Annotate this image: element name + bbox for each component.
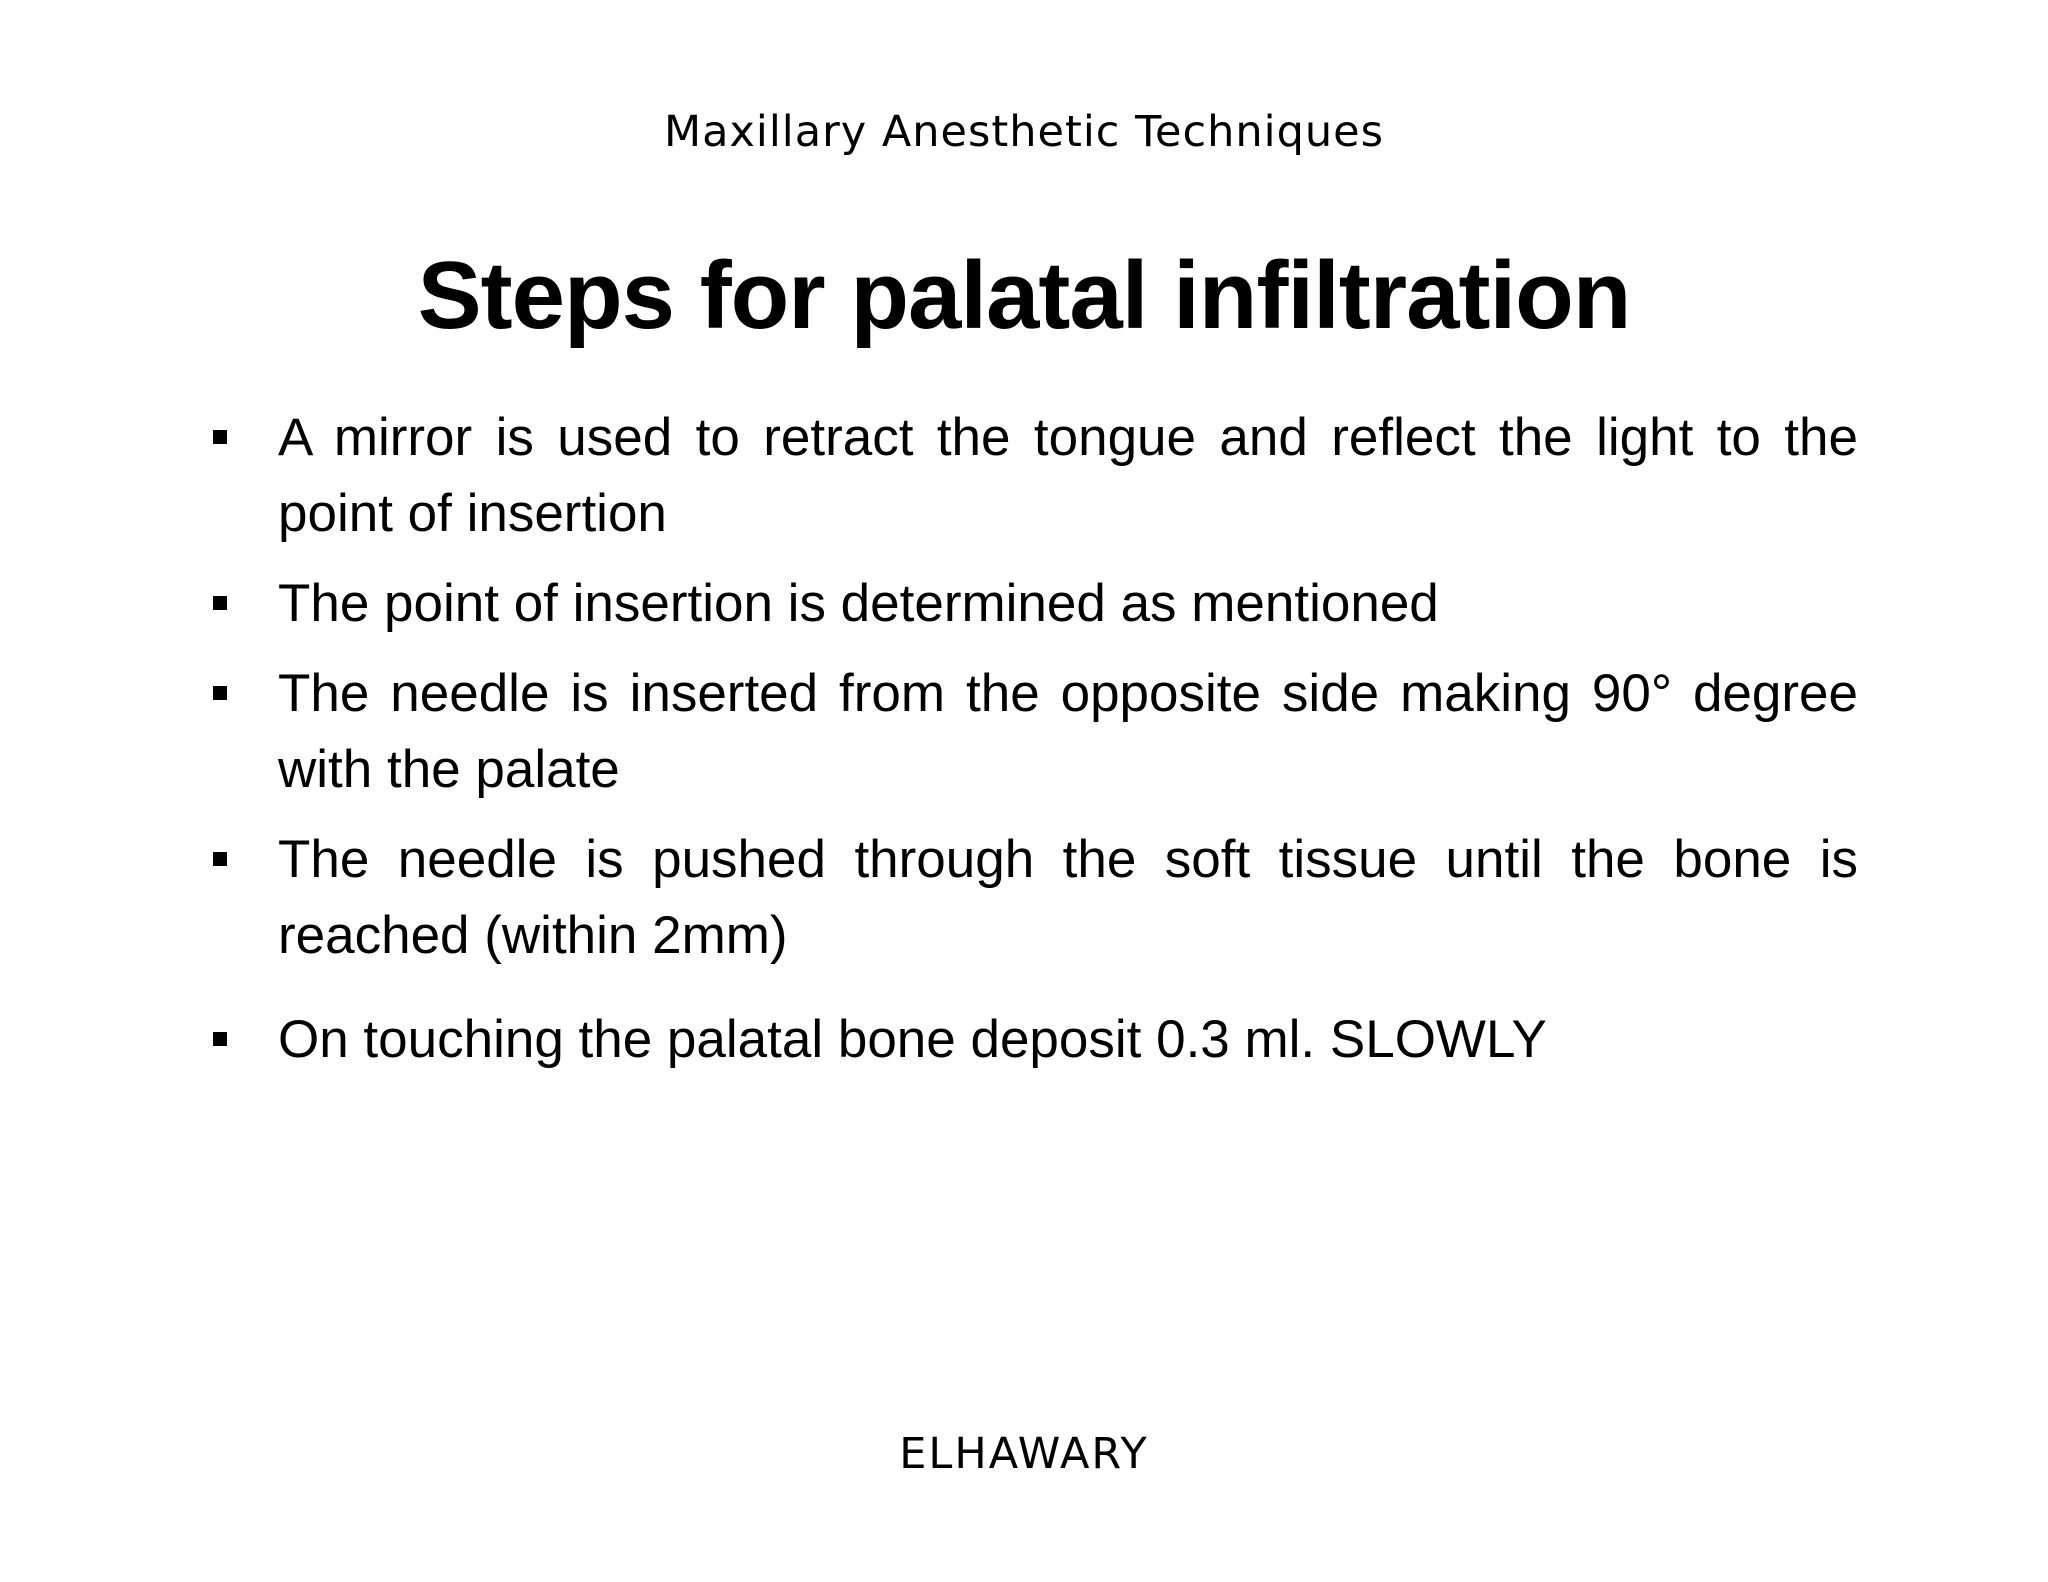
bullet-item-5: [213, 1002, 1858, 1078]
bullet-list: [213, 400, 1858, 1092]
bullet-text-5: On touching the palatal bone deposit 0.3 ml. SLOWLY: [278, 1010, 1547, 1069]
square-bullet-icon: [213, 686, 227, 700]
square-bullet-icon: [213, 596, 227, 610]
bullet-item-1: [213, 400, 1858, 552]
bullet-text-4: The needle is pushed through the soft tissue until the bone is reached (within 2mm): [278, 830, 1858, 965]
bullet-item-4: [213, 822, 1858, 974]
bullet-item-3: [213, 656, 1858, 808]
square-bullet-icon: [213, 430, 227, 444]
square-bullet-icon: [213, 852, 227, 866]
square-bullet-icon: [213, 1032, 227, 1046]
slide-footer: ELHAWARY: [899, 1429, 1149, 1479]
slide-header: Maxillary Anesthetic Techniques: [663, 107, 1384, 157]
slide-title: Steps for palatal infiltration: [417, 242, 1631, 349]
bullet-item-2: [213, 566, 1858, 642]
bullet-text-2: The point of insertion is determined as mentioned: [278, 574, 1439, 633]
bullet-text-3: The needle is inserted from the opposite side making 90° degree with the palate: [278, 664, 1858, 799]
bullet-text-1: A mirror is used to retract the tongue and reflect the light to the point of insertion: [278, 408, 1858, 543]
